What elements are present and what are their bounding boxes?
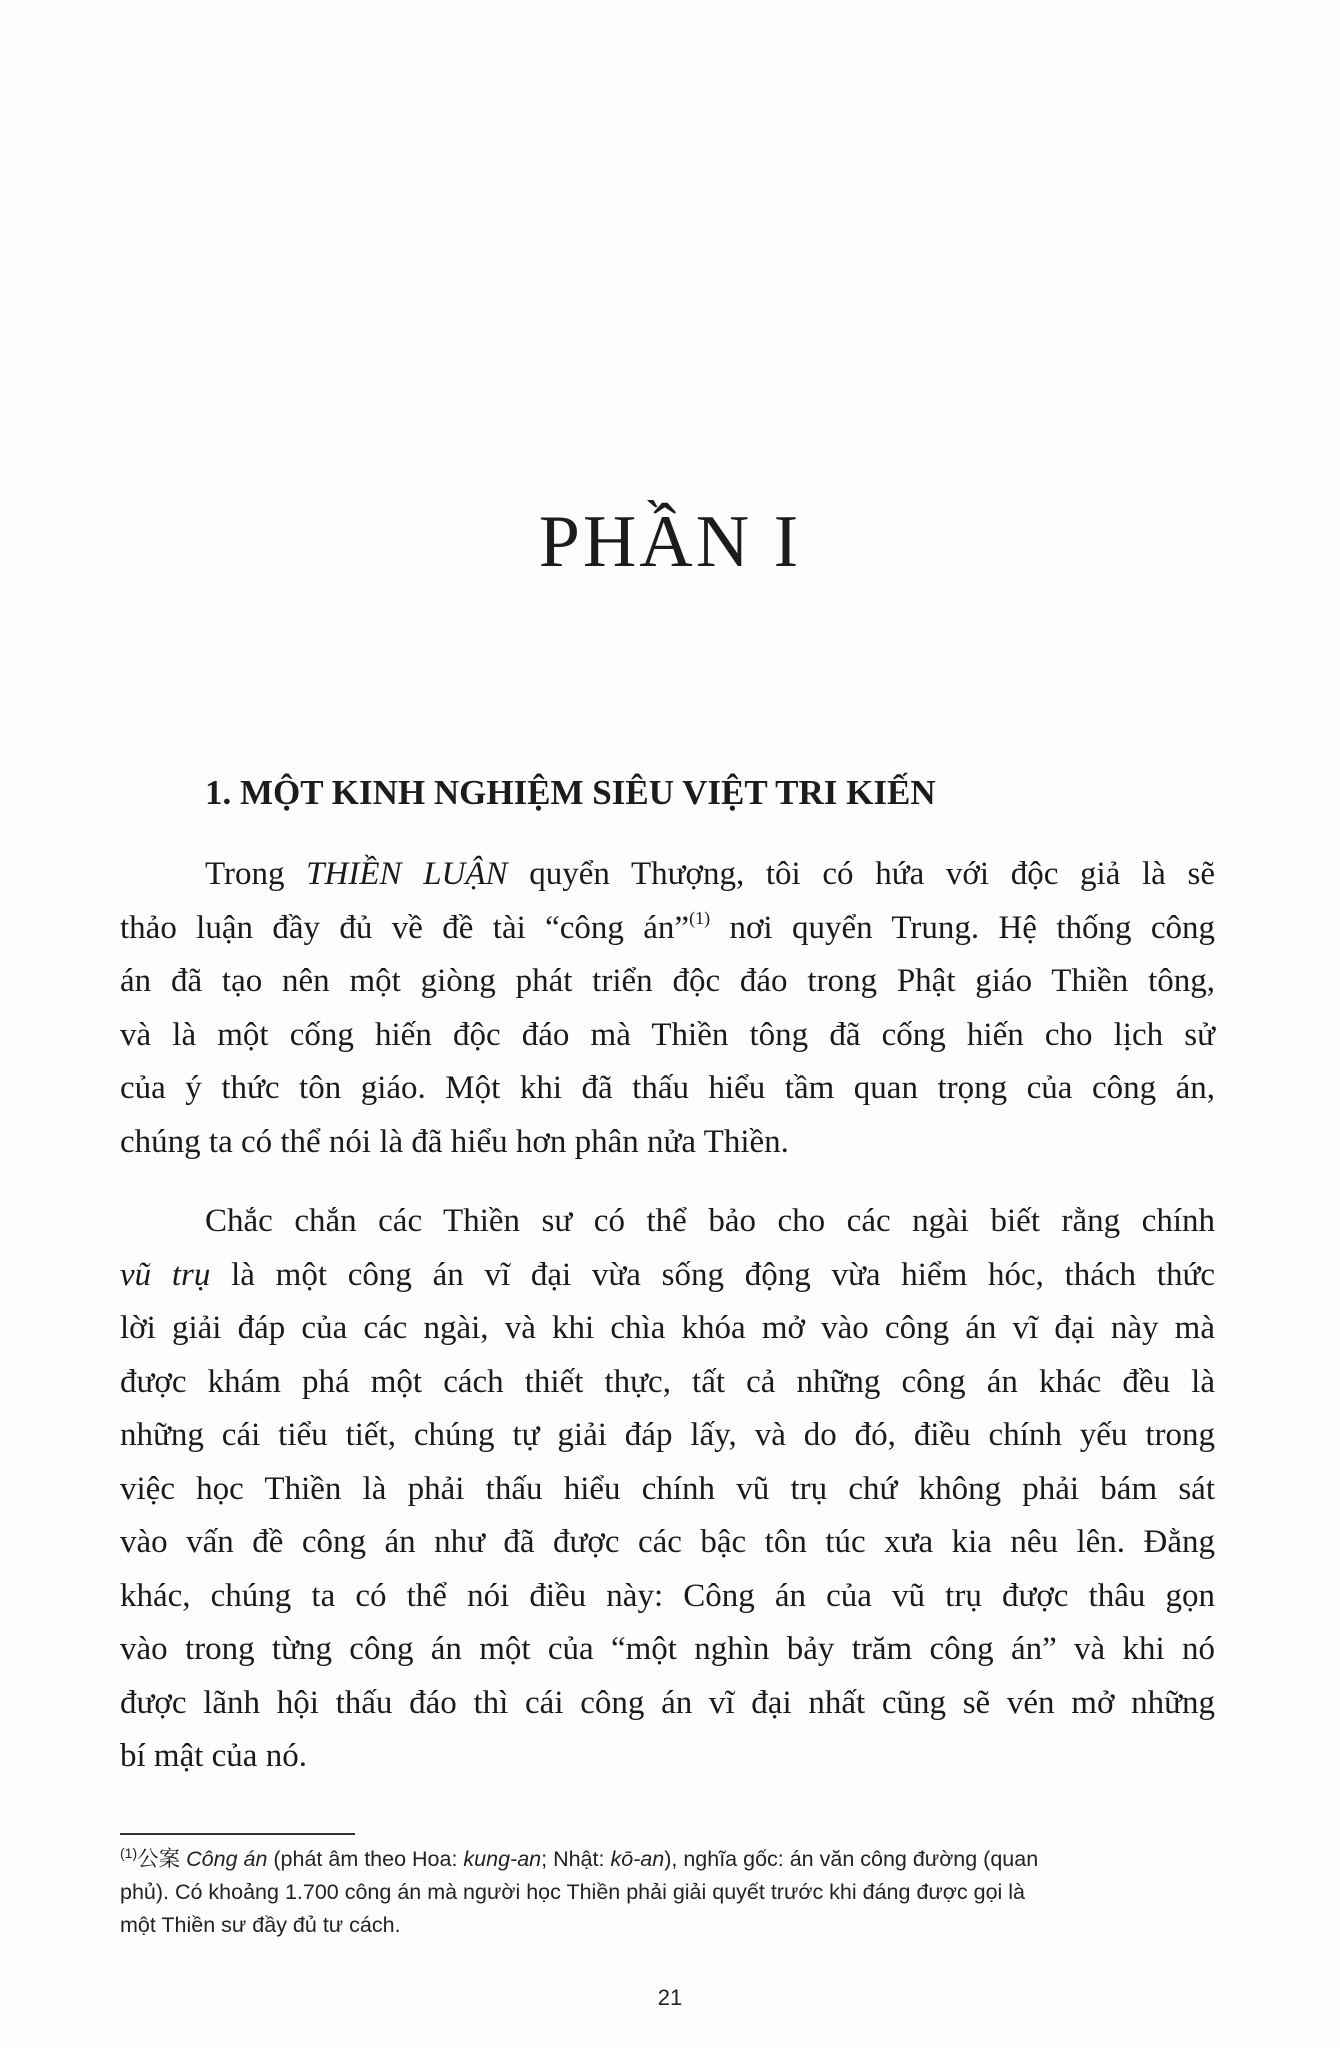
paragraph-1-line-2 bbox=[120, 902, 1215, 956]
text-run: ), nghĩa gốc: án văn công đường (quan bbox=[664, 1847, 1039, 1871]
text-run: là một công án vĩ đại vừa sống động vừa hiểm hóc, thách thức bbox=[210, 1256, 1215, 1293]
paragraph-2-line-1: Chắc chắn các Thiền sư có thể bảo cho các ngài biết rằng chính bbox=[205, 1203, 1215, 1239]
text-run: (phát âm theo Hoa: bbox=[267, 1847, 464, 1871]
paragraph-2-line-8: khác, chúng ta có thể nói điều này: Công án của vũ trụ được thâu gọn bbox=[120, 1577, 1215, 1614]
paragraph-2-line-10: được lãnh hội thấu đáo thì cái công án vĩ đại nhất cũng sẽ vén mở những bbox=[120, 1684, 1215, 1721]
paragraph-2-line-11: bí mật của nó. bbox=[120, 1738, 307, 1774]
paragraph-2-line-9: vào trong từng công án một của “một nghìn bảy trăm công án” và khi nó bbox=[120, 1631, 1215, 1667]
text-run: kung-an bbox=[463, 1847, 542, 1871]
footnote-reference[interactable]: (1) bbox=[689, 907, 711, 928]
paragraph-2-line-2 bbox=[120, 1249, 1215, 1303]
chinese-characters: 公案 bbox=[137, 1847, 181, 1872]
book-title-italic: THIỀN LUẬN bbox=[306, 856, 508, 892]
paragraph-1-line-6: chúng ta có thể nói là đã hiểu hơn phân nửa Thiền. bbox=[120, 1123, 789, 1160]
text-run: ; Nhật: bbox=[541, 1847, 611, 1871]
body-text bbox=[120, 848, 1215, 1784]
text-run: quyển Thượng, tôi có hứa với độc giả là sẽ bbox=[507, 856, 1215, 892]
paragraph-2-line-4: được khám phá một cách thiết thực, tất cả những công án khác đều là bbox=[120, 1363, 1215, 1400]
text-run: Trong bbox=[205, 856, 307, 892]
paragraph-1-line-5: của ý thức tôn giáo. Một khi đã thấu hiểu tầm quan trọng của công án, bbox=[120, 1070, 1215, 1106]
paragraph-2-line-7: vào vấn đề công án như đã được các bậc tôn túc xưa kia nêu lên. Đằng bbox=[120, 1524, 1215, 1560]
part-title: PHẦN I bbox=[538, 501, 802, 583]
footnote-line-2: phủ). Có khoảng 1.700 công án mà người học Thiền phải giải quyết trước khi đáng được gọi là bbox=[120, 1880, 1026, 1904]
italic-term: vũ trụ bbox=[120, 1256, 211, 1293]
paragraph-2-line-3: lời giải đáp của các ngài, và khi chìa khóa mở vào công án vĩ đại này mà bbox=[120, 1310, 1215, 1346]
footnote-term: Công án bbox=[186, 1847, 268, 1871]
footnote-marker: (1) bbox=[120, 1845, 138, 1861]
page-number: 21 bbox=[657, 1985, 683, 2010]
paragraph-1-line-4: và là một cống hiến độc đáo mà Thiền tông đã cống hiến cho lịch sử bbox=[120, 1016, 1215, 1053]
paragraph-2 bbox=[120, 1195, 1215, 1784]
footnote-divider bbox=[120, 1833, 355, 1835]
text-run: thảo luận đầy đủ về đề tài “công án” bbox=[120, 909, 690, 946]
paragraph-2-line-5: những cái tiểu tiết, chúng tự giải đáp lấy, và do đó, điều chính yếu trong bbox=[120, 1417, 1215, 1453]
paragraph-1 bbox=[120, 848, 1215, 1169]
footnote bbox=[120, 1843, 1215, 1942]
paragraph-2-line-6: việc học Thiền là phải thấu hiểu chính vũ trụ chứ không phải bám sát bbox=[120, 1470, 1215, 1507]
section-heading: 1. MỘT KINH NGHIỆM SIÊU VIỆT TRI KIẾN bbox=[205, 773, 936, 812]
paragraph-1-line-3: án đã tạo nên một giòng phát triển độc đáo trong Phật giáo Thiền tông, bbox=[120, 963, 1215, 999]
text-run: nơi quyển Trung. Hệ thống công bbox=[710, 909, 1215, 946]
paragraph-1-line-1 bbox=[120, 848, 1215, 902]
footnote-line-3: một Thiền sư đầy đủ tư cách. bbox=[120, 1913, 401, 1937]
footnote-line-1 bbox=[120, 1843, 1215, 1876]
text-run: kō-an bbox=[610, 1847, 665, 1871]
